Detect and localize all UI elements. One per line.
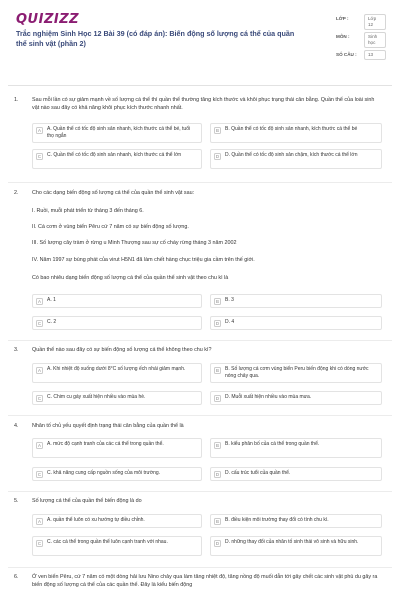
option-letter: A [36,367,43,374]
meta-value: Sinh học [364,32,386,48]
option-text: D. 4 [225,319,235,325]
option-b[interactable] [210,514,382,528]
meta-value: Lớp 12 [364,14,386,30]
option-letter: A [36,127,43,134]
option-letter: C [37,396,42,401]
option-a[interactable] [32,123,202,143]
statement-line: IV. Năm 1997 sự bùng phát của virut H5N1 đã làm chết hàng chục triệu gia cầm trên thế giới. [32,257,255,263]
option-b[interactable] [210,294,382,308]
meta-panel [336,14,394,62]
option-text: B. Số lượng cá cơm vùng biển Peru biến động khi có dòng nước nóng chảy qua. [225,366,369,379]
option-b[interactable] [210,123,382,143]
statement-line: II. Cá cơm ở vùng biển Pêru cứ 7 năm có sự biến động số lượng. [32,224,189,230]
option-letter: D [215,541,220,546]
option-a[interactable] [32,438,202,458]
option-text: A. quần thể luôn có xu hướng tự điều chỉnh. [47,517,145,523]
option-c[interactable] [32,316,202,330]
question-text: Nhân tố chủ yếu quyết định trạng thái cân bằng của quần thể là [32,423,184,429]
meta-class [336,14,394,30]
option-d[interactable] [210,391,382,405]
meta-value: 13 [364,50,386,60]
statement-line: III. Số lượng cây tràm ở rừng u Minh Thượng sau sự cố cháy rừng tháng 3 năm 2002 [32,240,237,246]
meta-count [336,50,394,60]
question-divider [8,491,392,492]
option-letter: B [214,442,221,449]
statement-line: I. Ruồi, muỗi phát triển từ tháng 3 đến tháng 6. [32,208,144,214]
option-letter: D [215,472,220,477]
option-text: D. cấu trúc tuổi của quần thể. [225,470,291,476]
header [10,12,390,82]
option-letter: C [37,321,42,326]
option-text: B. 3 [225,297,234,303]
option-a[interactable] [32,363,202,383]
question-text: Quần thể nào sau đây có sự biến động số lượng cá thể không theo chu kì? [32,347,212,353]
meta-label: LỚP : [336,16,349,21]
question-number: 5. [14,498,19,504]
option-letter: D [215,154,220,159]
option-b[interactable] [210,438,382,458]
question-6 [14,574,388,598]
question-1 [14,97,388,182]
option-letter: C [37,541,42,546]
option-letter: B [214,298,221,305]
meta-label: SỐ CÂU : [336,52,357,57]
option-b[interactable] [210,363,382,383]
question-text: Cho các dạng biến động số lượng cá thể của quần thể sinh vật sau: [32,190,195,196]
option-letter: A [36,442,43,449]
option-text: D. Muỗi xuất hiện nhiều vào mùa mưa. [225,394,312,400]
question-number: 1. [14,97,19,103]
question-divider [8,567,392,568]
question-text: Ở ven biển Pêru, cứ 7 năm có một dòng hải lưu Nino chảy qua làm tăng nhiệt độ, tăng nồng độ muối dẫn tới gây chết các sinh vật phù du gây ra biến động số lượng cá thể của các quần thể. Đây là kiểu biến động [32,574,378,588]
option-d[interactable] [210,316,382,330]
option-letter: B [214,127,221,134]
meta-subject [336,32,394,48]
option-c[interactable] [32,467,202,481]
statement-line: Có bao nhiêu dạng biến động số lượng cá thể của quần thể sinh vật theo chu kì là [32,275,229,281]
option-d[interactable] [210,536,382,556]
quizizz-logo: QUIZIZZ [16,12,80,27]
meta-label: MÔN : [336,34,350,39]
option-text: C. các cá thể trong quần thể luôn cạnh tranh với nhau. [47,539,168,545]
option-text: D. Quần thể có tốc độ sinh sản chậm, kích thước cá thể lớn [225,152,358,158]
question-5 [14,498,388,566]
option-text: C. Quần thể có tốc độ sinh sản nhanh, kích thước cá thể lớn [47,152,182,158]
option-a[interactable] [32,514,202,528]
option-text: C. 2 [47,319,57,325]
option-text: C. khả năng cung cấp nguồn sống của môi trường. [47,470,161,476]
question-number: 4. [14,423,19,429]
question-divider [8,340,392,341]
option-a[interactable] [32,294,202,308]
option-letter: C [37,472,42,477]
question-number: 3. [14,347,19,353]
option-letter: B [214,367,221,374]
document-title: Trắc nghiệm Sinh Học 12 Bài 39 (có đáp án): Biến động số lượng cá thể của quần thể sinh vật (phần 2) [16,29,295,48]
option-text: A. 1 [47,297,56,303]
option-text: B. Quần thể có tốc độ sinh sản nhanh, kích thước cá thể bé [225,126,358,132]
option-c[interactable] [32,536,202,556]
question-divider [8,415,392,416]
option-text: B. điều kiện môi trường thay đổi có tính chu kì. [225,517,329,523]
question-text: Số lượng cá thể của quần thể biến động là do [32,498,142,504]
question-text: Sau mỗi lần có sự giảm mạnh về số lượng cá thể thì quần thể thường tăng kích thước và khôi phục trạng thái cân bằng. Quần thể của loài sinh vật nào sau đây có khả năng khôi phục kích thước nhanh nhất. [32,97,375,111]
option-text: A. Khi nhiệt độ xuống dưới 8°C số lượng ếch nhái giảm mạnh. [47,366,186,372]
option-letter: D [215,396,220,401]
question-4 [14,423,388,491]
header-divider [8,85,392,86]
question-3 [14,347,388,415]
question-2 [14,190,388,340]
option-text: A. mức độ cạnh tranh của các cá thể trong quần thể. [47,441,164,447]
option-text: C. Chim cu gáy xuất hiện nhiều vào mùa hè. [47,394,146,400]
option-d[interactable] [210,149,382,169]
question-divider [8,182,392,183]
option-letter: A [36,518,43,525]
option-d[interactable] [210,467,382,481]
option-letter: D [215,321,220,326]
option-c[interactable] [32,391,202,405]
option-c[interactable] [32,149,202,169]
question-number: 6. [14,574,19,580]
option-letter: C [37,154,42,159]
option-text: D. những thay đổi của nhân tố sinh thái vô sinh và hữu sinh. [225,539,359,545]
option-text: A. Quần thể có tốc độ sinh sản nhanh, kích thước cá thể bé, tuổi thọ ngắn [47,126,191,139]
option-text: B. kiểu phân bố của cá thể trong quần thể. [225,441,320,447]
option-letter: B [214,518,221,525]
option-letter: A [36,298,43,305]
question-number: 2. [14,190,19,196]
